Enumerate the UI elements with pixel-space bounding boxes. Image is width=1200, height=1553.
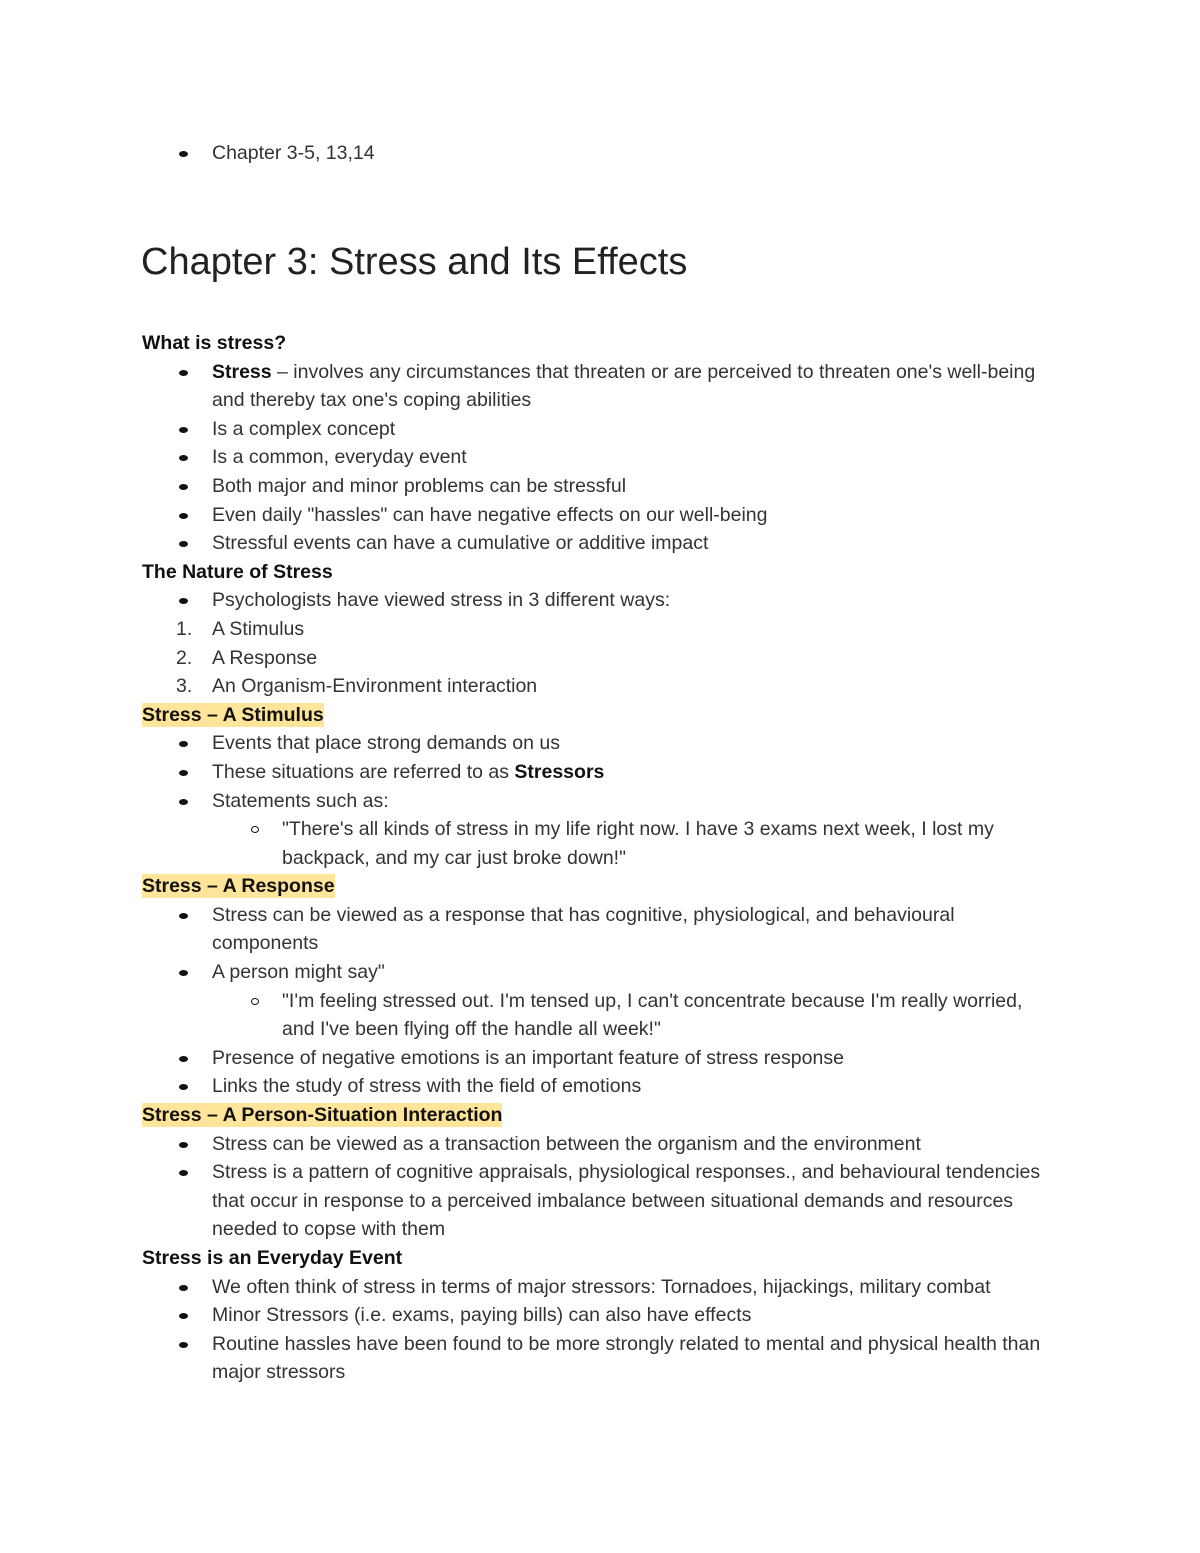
bullet-icon — [178, 1158, 202, 1187]
list-item — [142, 958, 1042, 987]
hollow-bullet-icon — [250, 815, 274, 844]
section-heading-highlighted: Stress – A Stimulus — [142, 703, 324, 726]
section-heading: The Nature of Stress — [142, 560, 333, 583]
list-item — [142, 529, 1042, 558]
list-item — [142, 1330, 1042, 1387]
list-item-text: A Stimulus — [212, 617, 305, 640]
bullet-icon — [178, 443, 202, 472]
section-heading-highlighted: Stress – A Response — [142, 875, 335, 898]
notes-content — [142, 329, 1062, 1387]
list-item — [142, 1072, 1042, 1101]
list-item — [142, 586, 1042, 615]
list-item — [142, 758, 1042, 787]
hollow-bullet-icon — [250, 987, 274, 1016]
list-item — [142, 729, 1042, 758]
bullet-icon — [178, 415, 202, 444]
bullet-icon — [178, 958, 202, 987]
list-item-text: A Response — [212, 646, 318, 669]
list-item-text: We often think of stress in terms of major stressors: Tornadoes, hijackings, military combat — [212, 1275, 991, 1298]
list-item — [142, 1273, 1042, 1302]
list-item-text: Is a common, everyday event — [212, 446, 467, 469]
numbered-item — [142, 672, 1042, 701]
quote-text: "I'm feeling stressed out. I'm tensed up, I can't concentrate because I'm really worried, and I've been flying off the handle all week!" — [282, 989, 1023, 1041]
list-item — [142, 1158, 1042, 1244]
list-item — [142, 443, 1042, 472]
list-item-text: A person might say" — [212, 961, 385, 984]
list-item-text: An Organism-Environment interaction — [212, 675, 538, 698]
list-item-text: Events that place strong demands on us — [212, 732, 560, 755]
list-item — [142, 787, 1042, 816]
bullet-icon — [178, 1273, 202, 1302]
item-number: 2. — [176, 646, 193, 669]
list-item-text: Stress can be viewed as a response that has cognitive, physiological, and behavioural components — [212, 903, 955, 955]
list-item — [142, 501, 1042, 530]
term-bold: Stress — [212, 360, 272, 383]
list-item — [142, 472, 1042, 501]
top-bullet-list — [142, 139, 1062, 168]
section-heading: What is stress? — [142, 332, 287, 354]
list-item-text: Links the study of stress with the field of emotions — [212, 1075, 642, 1098]
list-item — [142, 901, 1042, 958]
list-item — [142, 415, 1042, 444]
numbered-item — [142, 615, 1042, 644]
bullet-icon — [178, 586, 202, 615]
bullet-icon — [178, 1330, 202, 1359]
list-item — [142, 1301, 1042, 1330]
section-heading: Stress is an Everyday Event — [142, 1247, 403, 1269]
list-item — [142, 1130, 1042, 1159]
list-item-text: Presence of negative emotions is an important feature of stress response — [212, 1046, 844, 1069]
bullet-icon — [178, 1072, 202, 1101]
item-number: 1. — [176, 617, 193, 640]
list-item-text: Is a complex concept — [212, 417, 396, 440]
list-item-text: Stressful events can have a cumulative or additive impact — [212, 532, 709, 555]
list-item-text: – involves any circumstances that threaten or are perceived to threaten one's well-being and thereby tax one's coping abilities — [212, 360, 1036, 412]
list-item-text: These situations are referred to as — [212, 760, 515, 783]
list-item-text: Statements such as: — [212, 789, 389, 812]
page-title: Chapter 3: Stress and Its Effects — [141, 241, 688, 283]
bullet-icon — [178, 501, 202, 530]
bullet-icon — [178, 1130, 202, 1159]
list-item — [142, 1044, 1042, 1073]
list-item-text: Chapter 3-5, 13,14 — [212, 142, 375, 164]
list-item-text: Stress can be viewed as a transaction between the organism and the environment — [212, 1132, 921, 1155]
list-item-text: Stress is a pattern of cognitive appraisals, physiological responses., and behavioural tendencies that occur in response to a perceived imbalance between situational demands and resources needed to copse with them — [212, 1161, 1041, 1241]
bullet-icon — [178, 472, 202, 501]
sub-list-item — [142, 815, 1042, 872]
list-item-text: Even daily "hassles" can have negative effects on our well-being — [212, 503, 768, 526]
list-item-text: Both major and minor problems can be stressful — [212, 474, 627, 497]
bullet-icon — [178, 139, 202, 168]
list-item — [142, 358, 1042, 415]
bullet-icon — [178, 729, 202, 758]
term-bold: Stressors — [514, 760, 605, 783]
numbered-item — [142, 644, 1042, 673]
list-item-text: Psychologists have viewed stress in 3 different ways: — [212, 589, 671, 612]
bullet-icon — [178, 787, 202, 816]
bullet-icon — [178, 358, 202, 387]
section-heading-highlighted: Stress – A Person-Situation Interaction — [142, 1104, 503, 1127]
bullet-icon — [178, 758, 202, 787]
bullet-icon — [178, 1301, 202, 1330]
bullet-icon — [178, 529, 202, 558]
list-item-text: Minor Stressors (i.e. exams, paying bills) can also have effects — [212, 1304, 752, 1327]
list-item — [142, 139, 1042, 168]
quote-text: "There's all kinds of stress in my life right now. I have 3 exams next week, I lost my backpack, and my car just broke down!" — [282, 818, 994, 869]
item-number: 3. — [176, 675, 193, 698]
bullet-icon — [178, 1044, 202, 1073]
bullet-icon — [178, 901, 202, 930]
sub-list-item — [142, 987, 1042, 1044]
list-item-text: Routine hassles have been found to be more strongly related to mental and physical health than major stressors — [212, 1332, 1041, 1384]
